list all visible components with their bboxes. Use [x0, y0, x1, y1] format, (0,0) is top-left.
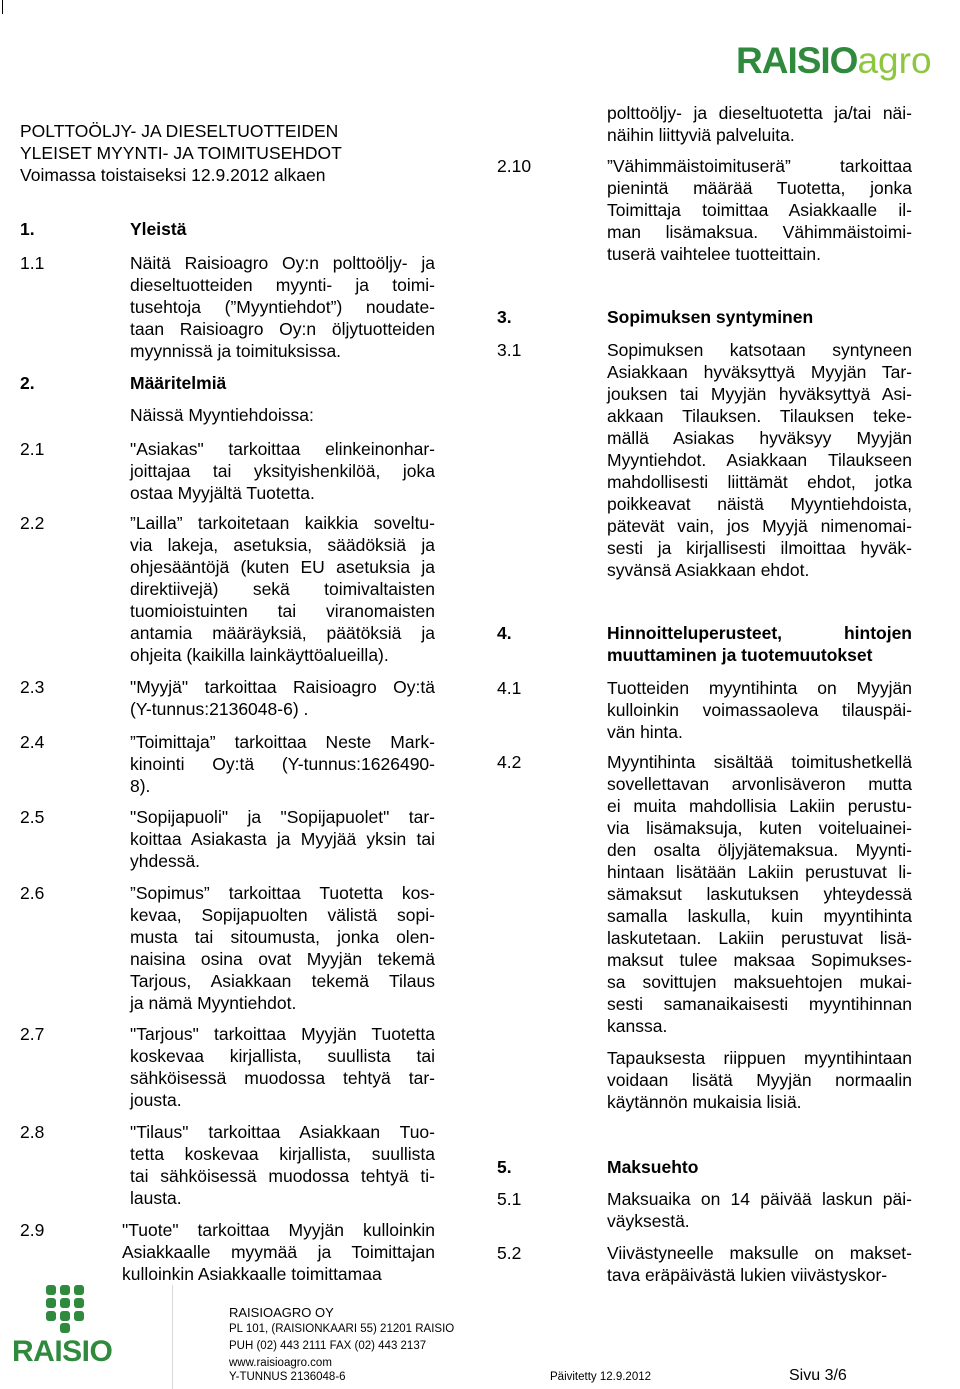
text-line: Tarjous, Asiakkaan tekemä Tilaus	[130, 971, 435, 991]
clause-text	[607, 339, 912, 581]
section-intro: Näissä Myyntiehdoissa:	[130, 405, 314, 425]
text-line: mällä Asiakas hyväksyy Myyjän	[607, 428, 912, 448]
text-line: jousta.	[130, 1090, 182, 1110]
clause-text	[607, 155, 912, 265]
text-line: jouksen tai Myyjän hyväksyttyä Asi-	[607, 384, 912, 404]
clause-number: 5.1	[497, 1189, 522, 1209]
clause-number: 1.1	[20, 253, 45, 273]
clause-number: 2.4	[20, 732, 45, 752]
text-line: ”Sopimus” tarkoittaa Tuotetta kos-	[130, 883, 435, 903]
text-line: myynnissä ja toimituksissa.	[130, 341, 342, 361]
footer-website: www.raisioagro.com	[229, 1357, 332, 1369]
raisio-logo	[12, 1283, 113, 1368]
section-title-line-2: muuttaminen ja tuotemuutokset	[607, 645, 873, 665]
text-line: 8).	[130, 776, 151, 796]
clause-number: 2.1	[20, 439, 45, 459]
text-line: voidaan lisätä Myyjän normaalin	[607, 1070, 912, 1090]
text-line: taan Raisioagro Oy:n öljytuotteiden	[130, 319, 435, 339]
text-line: antamia määräyksiä, päätöksiä ja	[130, 623, 435, 643]
footer-updated: Päivitetty 12.9.2012	[550, 1371, 652, 1383]
logo-raisio-text: RAISIO	[736, 40, 858, 81]
text-line: laskutetaan. Lakiin perustuvat lisä-	[607, 928, 912, 948]
text-line: via lakeja, asetuksia, säädöksiä ja	[130, 535, 435, 555]
text-line: Asiakkaalle myymää ja Toimittajan	[122, 1242, 435, 1262]
text-line: musta tai sitoumusta, jonka olen-	[130, 927, 435, 947]
header-line-1: POLTTOÖLJY- JA DIESELTUOTTEIDEN	[20, 121, 339, 141]
text-line: pätevät vain, jos Myyjä nimenomai-	[607, 516, 912, 536]
text-line: kevaa, Sopijapuolten välistä sopi-	[130, 905, 435, 925]
clause-text	[130, 252, 435, 362]
header-line-2: YLEISET MYYNTI- JA TOIMITUSEHDOT	[20, 143, 342, 163]
text-line: dieseltuotteiden myynti- ja toimi-	[130, 275, 435, 295]
text-line: naisina osina ovat Myyjän tekemä	[130, 949, 435, 969]
text-line: syvänsä Asiakkaan ehdot.	[607, 560, 810, 580]
section-number: 5.	[497, 1157, 512, 1177]
clause-number: 2.9	[20, 1220, 45, 1240]
text-line: Asiakkaan hyväksyttyä Myyjän Tar-	[607, 362, 912, 382]
clause-number: 2.7	[20, 1024, 45, 1044]
page-number: Sivu 3/6	[789, 1367, 847, 1384]
section-title: Sopimuksen syntyminen	[607, 307, 814, 327]
text-line: ”Vähimmäistoimituserä” tarkoittaa	[607, 156, 912, 176]
text-line: Myyntiehdot. Asiakkaan Tilaukseen	[607, 450, 912, 470]
text-line: tuserä vaihtelee tuotteittain.	[607, 244, 822, 264]
text-line: sesti ja kirjallisesti ilmoittaa hyväk-	[607, 538, 912, 558]
section-number: 2.	[20, 373, 35, 393]
clause-text	[607, 1047, 912, 1113]
clause-number: 2.3	[20, 677, 45, 697]
text-line: samalla laskulla, kuin myyntihinta	[607, 906, 912, 926]
logo-agro-text: agro	[857, 40, 932, 81]
text-line: yhdessä.	[130, 851, 201, 871]
text-line: "Asiakas" tarkoittaa elinkeinonhar-	[130, 439, 435, 459]
text-line: sa sovittujen maksuehtojen mukai-	[607, 972, 912, 992]
text-line: sämaksut laskutuksen yhteydessä	[607, 884, 912, 904]
clause-number: 2.2	[20, 513, 45, 533]
text-line: tetta koskevaa kirjallista, suullista	[130, 1144, 435, 1164]
text-line: ”Toimittaja” tarkoittaa Neste Mark-	[130, 732, 435, 752]
footer-address: PL 101, (RAISIONKAARI 55) 21201 RAISIO	[229, 1323, 455, 1335]
text-line: maksut tulee maksaa Sopimukses-	[607, 950, 912, 970]
text-line: via lisämaksuja, kuten voiteluainei-	[607, 818, 912, 838]
text-line: ja nämä Myyntiehdot.	[130, 993, 297, 1013]
text-line: "Tuote" tarkoittaa Myyjän kulloinkin	[122, 1220, 435, 1240]
text-line: akkaan Tilauksen. Tilauksen teke-	[607, 406, 912, 426]
section-title: Maksuehto	[607, 1157, 699, 1177]
text-line: tuomioistuinten tai viranomaisten	[130, 601, 435, 621]
text-line: Näitä Raisioagro Oy:n polttoöljy- ja	[130, 253, 435, 273]
text-line: Tapauksesta riippuen myyntihintaan	[607, 1048, 912, 1068]
text-line: väyksestä.	[607, 1211, 690, 1231]
text-line: Viivästyneelle maksulle on makset-	[607, 1243, 912, 1263]
text-line: ”Lailla” tarkoitetaan kaikkia soveltu-	[130, 513, 435, 533]
text-line: den osalta öljyjätemaksua. Myynti-	[607, 840, 912, 860]
text-line: sovellettavan arvonlisäveron mutta	[607, 774, 912, 794]
text-line: tusehtoja (”Myyntiehdot”) noudate-	[130, 297, 435, 317]
text-line: Maksuaika on 14 päivää laskun päi-	[607, 1189, 912, 1209]
text-line: sesti samanaikaisesti myyntihinnan	[607, 994, 912, 1014]
text-line: kanssa.	[607, 1016, 668, 1036]
text-line: Sopimuksen katsotaan syntyneen	[607, 340, 912, 360]
clause-number: 2.10	[497, 156, 532, 176]
raisioagro-logo	[736, 40, 932, 82]
clause-text	[607, 1188, 912, 1232]
section-title: Yleistä	[130, 219, 187, 239]
clause-number: 2.5	[20, 807, 45, 827]
raisio-grain-icon	[30, 1283, 110, 1335]
text-line: ohjeita (kaikilla lainkäyttöalueilla).	[130, 645, 389, 665]
text-line: Tuotteiden myyntihinta on Myyjän	[607, 678, 912, 698]
clause-number: 4.1	[497, 678, 522, 698]
text-line: Toimittaja toimittaa Asiakkaalle il-	[607, 200, 912, 220]
text-line: lausta.	[130, 1188, 182, 1208]
text-line: koittaa Asiakasta ja Myyjää yksin tai	[130, 829, 435, 849]
raisio-logo-word: RAISIO	[12, 1335, 113, 1368]
footer-contact	[229, 1304, 454, 1372]
text-line: "Myyjä" tarkoittaa Raisioagro Oy:tä	[130, 677, 435, 697]
footer-divider	[172, 1285, 173, 1389]
text-line: direktiivejä) sekä toimivaltaisten	[130, 579, 435, 599]
footer-ytunnus: Y-TUNNUS 2136048-6	[229, 1371, 346, 1383]
clause-number: 4.2	[497, 752, 522, 772]
text-line: mahdollisesti liittämät ehdot, jotka	[607, 472, 912, 492]
text-line: pienintä määrää Tuotetta, jonka	[607, 178, 912, 198]
clause-text	[130, 676, 435, 720]
text-line: "Tarjous" tarkoittaa Myyjän Tuotetta	[130, 1024, 435, 1044]
text-line: ei muita mahdollisia Lakiin perustu-	[607, 796, 912, 816]
text-line: sähköisessä muodossa tehtyä tar-	[130, 1068, 435, 1088]
text-line: man lisämaksua. Vähimmäistoimi-	[607, 222, 912, 242]
text-line: hintaan lisätään Lakiin perustuvat li-	[607, 862, 912, 882]
text-line: näihin liittyviä palveluita.	[607, 125, 795, 145]
text-line: kulloinkin Asiakkaalle toimittamaa	[122, 1264, 382, 1284]
clause-number: 2.6	[20, 883, 45, 903]
section-number: 1.	[20, 219, 35, 239]
text-line: tai sähköisessä muodossa tehtyä ti-	[130, 1166, 435, 1186]
clause-text	[130, 512, 435, 666]
clause-text	[607, 677, 912, 743]
section-title: Hinnoitteluperusteet, hintojen	[607, 623, 912, 643]
footer-company: RAISIOAGRO OY	[229, 1305, 334, 1320]
footer-phone: PUH (02) 443 2111 FAX (02) 443 2137	[229, 1340, 427, 1352]
document-header	[20, 120, 342, 186]
text-line: (Y-tunnus:2136048-6) .	[130, 699, 309, 719]
clause-number: 3.1	[497, 340, 522, 360]
text-line: koskevaa kirjallista, suullista tai	[130, 1046, 435, 1066]
text-line: ostaa Myyjältä Tuotetta.	[130, 483, 315, 503]
clause-text	[122, 1219, 435, 1285]
clause-text	[130, 1023, 435, 1111]
clause-text	[130, 731, 435, 797]
section-title: Määritelmiä	[130, 373, 227, 393]
page-edge-mark	[2, 0, 3, 14]
clause-text	[130, 438, 435, 504]
clause-number: 2.8	[20, 1122, 45, 1142]
text-line: polttoöljy- ja dieseltuotetta ja/tai näi-	[607, 103, 912, 123]
text-line: ohjesääntöjä (kuten EU asetuksia ja	[130, 557, 435, 577]
text-line: kulloinkin voimassaoleva tilauspäi-	[607, 700, 912, 720]
text-line: käytännön mukaisia lisiä.	[607, 1092, 802, 1112]
text-line: kinointi Oy:tä (Y-tunnus:1626490-	[130, 754, 435, 774]
clause-continuation	[607, 102, 912, 146]
text-line: poikkeavat näistä Myyntiehdoista,	[607, 494, 912, 514]
text-line: joittajaa tai yksityishenkilöä, joka	[130, 461, 435, 481]
clause-text	[130, 1121, 435, 1209]
text-line: "Tilaus" tarkoittaa Asiakkaan Tuo-	[130, 1122, 435, 1142]
section-number: 3.	[497, 307, 512, 327]
text-line: "Sopijapuoli" ja "Sopijapuolet" tar-	[130, 807, 435, 827]
text-line: tava eräpäivästä lukien viivästyskor-	[607, 1265, 888, 1285]
section-number: 4.	[497, 623, 512, 643]
text-line: Myyntihinta sisältää toimitushetkellä	[607, 752, 912, 772]
clause-text	[607, 751, 912, 1037]
header-line-3: Voimassa toistaiseksi 12.9.2012 alkaen	[20, 165, 326, 185]
clause-text	[607, 1242, 912, 1286]
clause-text	[130, 882, 435, 1014]
clause-number: 5.2	[497, 1243, 522, 1263]
text-line: vän hinta.	[607, 722, 683, 742]
clause-text	[130, 806, 435, 872]
